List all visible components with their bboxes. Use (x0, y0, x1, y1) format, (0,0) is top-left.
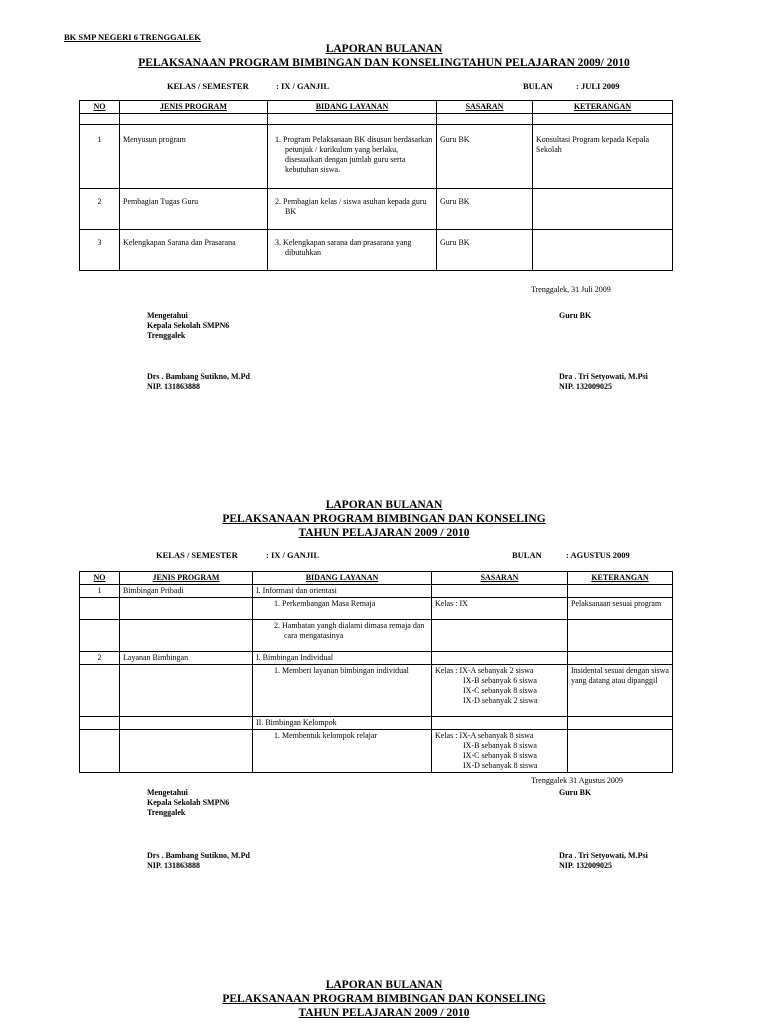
cell-bidang (268, 189, 437, 230)
cell-sasaran: Guru BK (437, 125, 533, 189)
signer-nip: NIP. 132009025 (559, 861, 613, 870)
report3-title: LAPORAN BULANAN (325, 979, 443, 991)
report3-subtitle2: TAHUN PELAJARAN 2009 / 2010 (298, 1007, 470, 1019)
bidang-text: 1. Memberi layanan bimbingan individual (274, 666, 409, 675)
table-row (80, 189, 673, 230)
sasaran-line: IX-B sebanyak 6 siswa (463, 676, 537, 685)
table-row (80, 717, 673, 730)
cell-sasaran (432, 665, 568, 717)
cell-bidang (253, 620, 432, 652)
cell-keterangan: Konsultasi Program kepada Kepala Sekolah (533, 125, 673, 189)
report2-bulan-label: BULAN (512, 550, 542, 560)
cell-keterangan (533, 189, 673, 230)
school-name: BK SMP NEGERI 6 TRENGGALEK (64, 32, 201, 42)
table-row (80, 730, 673, 773)
header-jenis: JENIS PROGRAM (120, 101, 268, 114)
table-row (80, 585, 673, 598)
report2-left-sig (147, 788, 229, 818)
header-bidang: BIDANG LAYANAN (253, 572, 432, 585)
cell-bidang (268, 125, 437, 189)
report1-left-name (147, 372, 250, 392)
bidang-text: 2. Pembagian kelas / siswa asuhan kepada guru BK (275, 197, 427, 216)
cell-no: 2 (80, 652, 120, 665)
report1-subtitle: PELAKSANAAN PROGRAM BIMBINGAN DAN KONSELINGTAHUN PELAJARAN 2009/ 2010 (138, 57, 630, 69)
report2-subtitle2: TAHUN PELAJARAN 2009 / 2010 (298, 527, 470, 539)
cell-jenis: Menyusun program (120, 125, 268, 189)
cell-jenis: Pembagian Tugas Guru (120, 189, 268, 230)
report1-kelas-value: : IX / GANJIL (276, 81, 330, 91)
cell-keterangan: Insidental sesuai dengan siswa yang datang atau dipanggil (568, 665, 673, 717)
sasaran-line: Kelas : IX-A sebanyak 2 siswa (435, 666, 534, 675)
sasaran-line: IX-B sebanyak 8 siswa (463, 741, 537, 750)
cell-no: 2 (80, 189, 120, 230)
report1-right-name (559, 372, 648, 392)
report2-date: Trenggalek 31 Agustus 2009 (531, 776, 623, 785)
sasaran-line: IX-C sebanyak 8 siswa (463, 686, 537, 695)
signer-name: Dra . Tri Setyowati, M.Psi (559, 851, 648, 860)
cell-bidang (268, 230, 437, 271)
table-row (80, 230, 673, 271)
cell-no: 3 (80, 230, 120, 271)
report2-bulan-value: : AGUSTUS 2009 (566, 550, 630, 560)
cell-bidang: I. Bimbingan Individual (253, 652, 432, 665)
header-bidang: BIDANG LAYANAN (268, 101, 437, 114)
cell-no: 1 (80, 125, 120, 189)
report1-title: LAPORAN BULANAN (325, 43, 443, 55)
report1-bulan-value: : JULI 2009 (576, 81, 620, 91)
report2-table (79, 571, 673, 773)
table-row (80, 620, 673, 652)
report2-kelas-value: : IX / GANJIL (266, 550, 320, 560)
cell-sasaran (432, 730, 568, 773)
report2-right-sig: Guru BK (559, 788, 592, 797)
sasaran-line: IX-D sebanyak 8 siswa (463, 761, 538, 770)
header-no: NO (80, 572, 120, 585)
bidang-text: 1. Perkembangan Masa Remaja (274, 599, 376, 608)
header-sasaran: SASARAN (432, 572, 568, 585)
header-jenis: JENIS PROGRAM (120, 572, 253, 585)
cell-bidang (253, 598, 432, 620)
sig-line: Mengetahui (147, 311, 188, 320)
cell-no: 1 (80, 585, 120, 598)
sasaran-line: Kelas : IX-A sebanyak 8 siswa (435, 731, 534, 740)
bidang-text: 3. Kelengkapan sarana dan prasarana yang dibutuhkan (275, 238, 412, 257)
cell-sasaran: Guru BK (437, 230, 533, 271)
report2-right-name (559, 851, 648, 871)
table-row (80, 114, 673, 125)
cell-jenis: Layanan Bimbingan (120, 652, 253, 665)
signer-nip: NIP. 132009025 (559, 382, 613, 391)
sig-line: Kepala Sekolah SMPN6 (147, 798, 230, 807)
report2-left-name (147, 851, 250, 871)
table-row (80, 125, 673, 189)
bidang-text: 2. Hambatan yangh dialami dimasa remaja dan cara mengatasinya (274, 621, 425, 640)
table-row (80, 665, 673, 717)
cell-keterangan (533, 230, 673, 271)
cell-sasaran: Guru BK (437, 189, 533, 230)
signer-nip: NIP. 131863888 (147, 382, 201, 391)
report1-left-sig (147, 311, 229, 341)
sasaran-line: IX-D sebanyak 2 siswa (463, 696, 538, 705)
signer-name: Dra . Tri Setyowati, M.Psi (559, 372, 648, 381)
cell-bidang: II. Bimbingan Kelompok (253, 717, 432, 730)
report1-table (79, 100, 673, 271)
report2-subtitle: PELAKSANAAN PROGRAM BIMBINGAN DAN KONSELING (222, 513, 546, 525)
table-row (80, 598, 673, 620)
sig-line: Trenggalek (147, 331, 186, 340)
report2-kelas-label: KELAS / SEMESTER (156, 550, 238, 560)
header-no: NO (80, 101, 120, 114)
report1-right-sig: Guru BK (559, 311, 592, 320)
signer-name: Drs . Bambang Sutikno, M.Pd (147, 851, 250, 860)
cell-sasaran: Kelas : IX (432, 598, 568, 620)
report1-date: Trenggalek, 31 Juli 2009 (531, 285, 611, 294)
report1-bulan-label: BULAN (523, 81, 553, 91)
header-keterangan: KETERANGAN (568, 572, 673, 585)
report3-subtitle: PELAKSANAAN PROGRAM BIMBINGAN DAN KONSELING (222, 993, 546, 1005)
sig-line: Kepala Sekolah SMPN6 (147, 321, 230, 330)
header-sasaran: SASARAN (437, 101, 533, 114)
table-header-row (80, 572, 673, 585)
table-header-row (80, 101, 673, 114)
signer-nip: NIP. 131863888 (147, 861, 201, 870)
signer-name: Drs . Bambang Sutikno, M.Pd (147, 372, 250, 381)
cell-bidang (253, 665, 432, 717)
header-keterangan: KETERANGAN (533, 101, 673, 114)
bidang-text: 1. Program Pelaksanaan BK disusun berdasarkan petunjuk / kurikulum yang berlaku, disesuaikan dengan jumlah guru serta kebutuhan siswa. (275, 135, 433, 174)
cell-bidang: I. Informasi dan orientasi (253, 585, 432, 598)
report2-title: LAPORAN BULANAN (325, 499, 443, 511)
cell-jenis: Kelengkapan Sarana dan Prasarana (120, 230, 268, 271)
sasaran-line: IX-C sebanyak 8 siswa (463, 751, 537, 760)
cell-jenis: Bimbingan Pribadi (120, 585, 253, 598)
table-row (80, 652, 673, 665)
bidang-text: 1. Membentuk kelompok relajar (274, 731, 378, 740)
cell-bidang (253, 730, 432, 773)
sig-line: Mengetahui (147, 788, 188, 797)
sig-line: Trenggalek (147, 808, 186, 817)
cell-keterangan: Pelaksanaan sesuai program (568, 598, 673, 620)
report1-kelas-label: KELAS / SEMESTER (167, 81, 249, 91)
